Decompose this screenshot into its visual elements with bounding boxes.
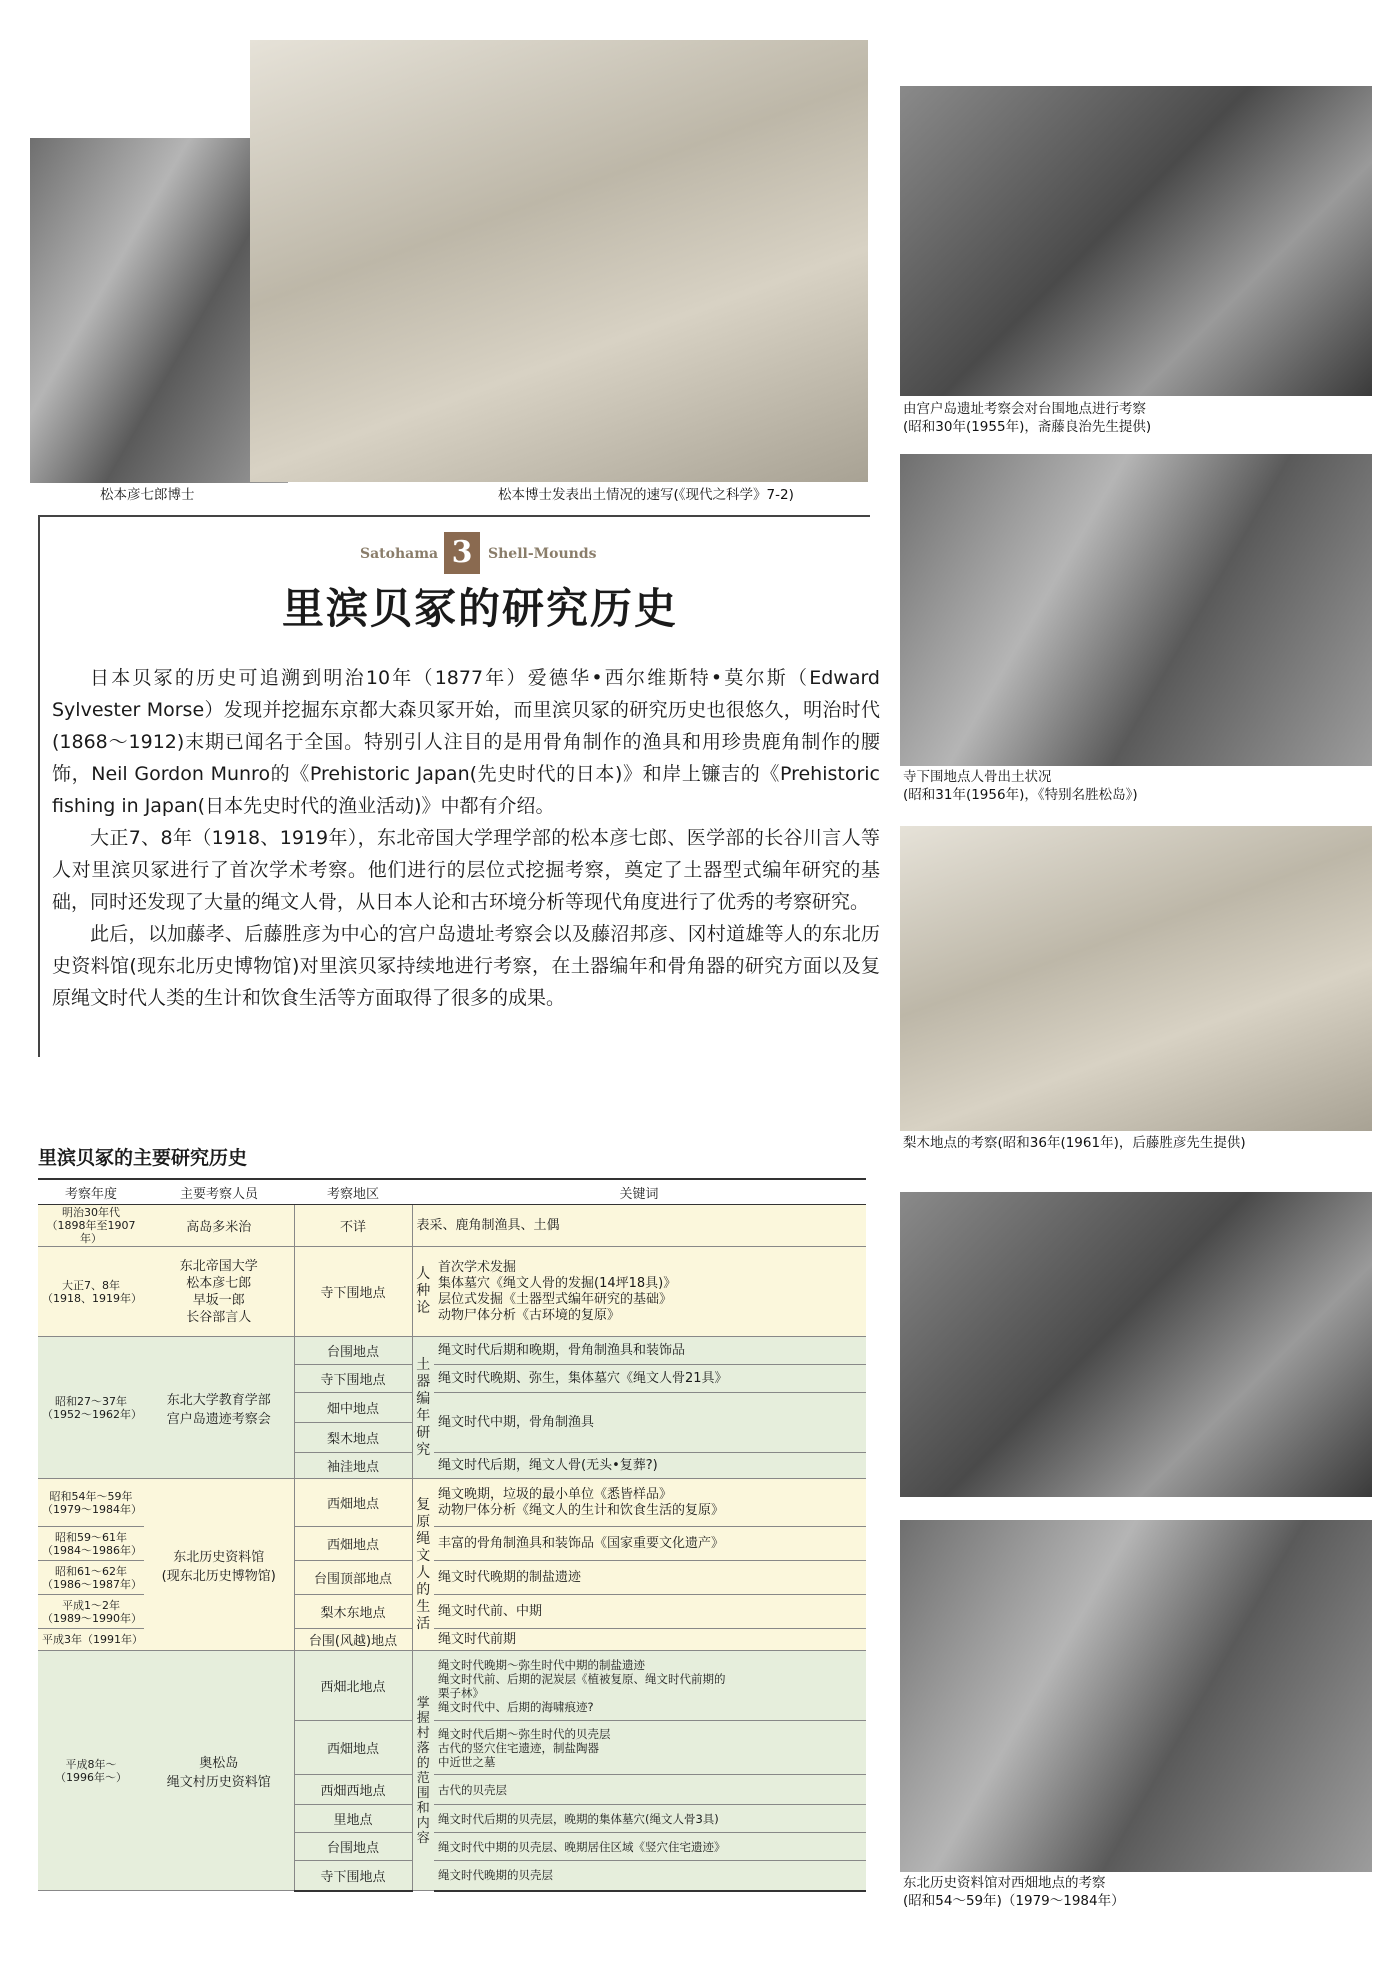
table-row bbox=[38, 1205, 866, 1247]
body-text bbox=[52, 662, 880, 1014]
paragraph: 日本贝冢的历史可追溯到明治10年（1877年）爱德华•西尔维斯特•莫尔斯（Edward Sylvester Morse）发现并挖掘东京都大森贝冢开始，而里滨贝冢的研究历史也很悠久，明治时代(1868～1912)末期已闻名于全国。特别引人注目的是用骨角制作的渔具和用珍贵鹿角制作的腰饰，Neil Gordon Munro的《Prehistoric Japan(先史时代的日本)》和岸上镰吉的《Prehistoric fishing in Japan(日本先史时代的渔业活动)》中都有介绍。 bbox=[52, 667, 880, 817]
paragraph: 此后，以加藤孝、后藤胜彦为中心的宫户岛遗址考察会以及藤沼邦彦、冈村道雄等人的东北历史资料馆(现东北历史博物馆)对里滨贝冢持续地进行考察，在土器编年和骨角器的研究方面以及复原绳文时代人类的生计和饮食生活等方面取得了很多的成果。 bbox=[52, 923, 880, 1009]
keyword-cell: 绳文时代后期和晚期，骨角制渔具和装饰品 bbox=[434, 1337, 866, 1365]
year-cell: 平成8年～ （1996年～） bbox=[38, 1651, 144, 1891]
keyword-cell: 绳文时代晚期的制盐遗迹 bbox=[434, 1561, 866, 1595]
site-cell: 西畑地点 bbox=[294, 1721, 412, 1775]
keyword-cell: 绳文时代后期～弥生时代的贝壳层 古代的竖穴住宅遗迹，制盐陶器 中近世之墓 bbox=[434, 1721, 866, 1775]
people-cell: 东北历史资料馆 (现东北历史博物馆) bbox=[144, 1479, 294, 1651]
site-cell: 不详 bbox=[294, 1205, 412, 1247]
header-site: 考察地区 bbox=[294, 1179, 412, 1205]
year-cell: 昭和61～62年 （1986～1987年） bbox=[38, 1561, 144, 1595]
year-cell: 平成1～2年 （1989～1990年） bbox=[38, 1595, 144, 1629]
year-cell: 大正7、8年 （1918、1919年） bbox=[38, 1247, 144, 1337]
keyword-cell: 绳文时代后期，绳文人骨(无头•复葬?) bbox=[434, 1453, 866, 1479]
site-cell: 畑中地点 bbox=[294, 1393, 412, 1423]
keyword-cell: 绳文时代前期 bbox=[434, 1629, 866, 1651]
people-cell: 奥松岛 绳文村历史资料馆 bbox=[144, 1651, 294, 1891]
keyword-cell: 绳文时代晚期、弥生，集体墓穴《绳文人骨21具》 bbox=[434, 1365, 866, 1393]
keyword-cell: 首次学术发掘 集体墓穴《绳文人骨的发掘(14坪18具)》 层位式发掘《土器型式编年研究的基础》 动物尸体分析《古环境的复原》 bbox=[434, 1247, 866, 1337]
theme-cell: 掌 握 村 落 的 范 围 和 内 容 bbox=[412, 1651, 434, 1891]
site-cell: 西畑北地点 bbox=[294, 1651, 412, 1721]
photo5-caption: 东北历史资料馆对西畑地点的考察 (昭和54～59年)（1979～1984年） bbox=[903, 1875, 1125, 1909]
header-keywords: 关键词 bbox=[412, 1179, 866, 1205]
section-right-label: Shell-Mounds bbox=[488, 546, 597, 562]
year-cell: 平成3年（1991年） bbox=[38, 1629, 144, 1651]
keyword-cell: 绳文晚期，垃圾的最小单位《悉皆样品》 动物尸体分析《绳文人的生计和饮食生活的复原》 bbox=[434, 1479, 866, 1527]
site-cell: 里地点 bbox=[294, 1805, 412, 1833]
site-cell: 西畑地点 bbox=[294, 1479, 412, 1527]
keyword-cell: 丰富的骨角制渔具和装饰品《国家重要文化遗产》 bbox=[434, 1527, 866, 1561]
site-cell: 袖洼地点 bbox=[294, 1453, 412, 1479]
people-cell: 东北帝国大学 松本彦七郎 早坂一郎 长谷部言人 bbox=[144, 1247, 294, 1337]
photo3-caption: 梨木地点的考察(昭和36年(1961年)，后藤胜彦先生提供) bbox=[903, 1135, 1246, 1151]
theme-cell: 土 器 编 年 研 究 bbox=[412, 1337, 434, 1479]
table-row bbox=[38, 1337, 866, 1365]
site-cell: 寺下围地点 bbox=[294, 1247, 412, 1337]
section-number-badge: 3 bbox=[444, 532, 480, 574]
table-title: 里滨贝冢的主要研究历史 bbox=[38, 1147, 248, 1169]
site-cell: 台围(风越)地点 bbox=[294, 1629, 412, 1651]
year-cell: 昭和59～61年 （1984～1986年） bbox=[38, 1527, 144, 1561]
site-cell: 梨木地点 bbox=[294, 1423, 412, 1453]
site-cell: 台围地点 bbox=[294, 1337, 412, 1365]
keyword-cell: 绳文时代晚期～弥生时代中期的制盐遗迹 绳文时代前、后期的泥炭层《植被复原、绳文时代前期的 栗子林》 绳文时代中、后期的海啸痕迹? bbox=[434, 1651, 866, 1721]
site-cell: 寺下围地点 bbox=[294, 1861, 412, 1891]
table-row bbox=[38, 1247, 866, 1337]
research-history-table bbox=[38, 1178, 866, 1892]
site-cell: 台围顶部地点 bbox=[294, 1561, 412, 1595]
excavation-sketch-image bbox=[250, 40, 868, 482]
keyword-cell: 古代的贝壳层 bbox=[434, 1775, 866, 1805]
photo-nishibata-excavation bbox=[900, 1520, 1372, 1872]
table-row bbox=[38, 1479, 866, 1527]
theme-cell: 人 种 论 bbox=[412, 1247, 434, 1337]
page-title: 里滨贝冢的研究历史 bbox=[281, 584, 678, 633]
photo-trench-site bbox=[900, 1192, 1372, 1497]
keyword-cell: 绳文时代晚期的贝壳层 bbox=[434, 1861, 866, 1891]
section-left-label: Satohama bbox=[360, 546, 439, 562]
photo-nashinoki-excavation bbox=[900, 826, 1372, 1131]
keyword-cell: 表采、鹿角制渔具、土偶 bbox=[412, 1205, 866, 1247]
photo-taigakoi-excavation bbox=[900, 86, 1372, 396]
site-cell: 梨木东地点 bbox=[294, 1595, 412, 1629]
sketch-caption: 松本博士发表出土情况的速写(《现代之科学》7-2) bbox=[498, 487, 794, 503]
keyword-cell: 绳文时代前、中期 bbox=[434, 1595, 866, 1629]
year-cell: 昭和54年～59年 （1979～1984年） bbox=[38, 1479, 144, 1527]
keyword-cell: 绳文时代中期的贝壳层、晚期居住区域《竖穴住宅遗迹》 bbox=[434, 1833, 866, 1861]
year-cell: 昭和27～37年 （1952～1962年） bbox=[38, 1337, 144, 1479]
people-cell: 东北大学教育学部 宫户岛遗迹考察会 bbox=[144, 1337, 294, 1479]
site-cell: 寺下围地点 bbox=[294, 1365, 412, 1393]
photo2-caption: 寺下围地点人骨出土状况 (昭和31年(1956年)，《特别名胜松岛》) bbox=[903, 769, 1138, 803]
keyword-cell: 绳文时代后期的贝壳层，晚期的集体墓穴(绳文人骨3具) bbox=[434, 1805, 866, 1833]
paragraph: 大正7、8年（1918、1919年），东北帝国大学理学部的松本彦七郎、医学部的长谷川言人等人对里滨贝冢进行了首次学术考察。他们进行的层位式挖掘考察，奠定了土器型式编年研究的基础，同时还发现了大量的绳文人骨，从日本人论和古环境分析等现代角度进行了优秀的考察研究。 bbox=[52, 827, 880, 913]
photo-human-bone bbox=[900, 454, 1372, 766]
people-cell: 高岛多米治 bbox=[144, 1205, 294, 1247]
site-cell: 西畑西地点 bbox=[294, 1775, 412, 1805]
year-cell: 明治30年代 （1898年至1907年） bbox=[38, 1205, 144, 1247]
theme-cell: 复 原 绳 文 人 的 生 活 bbox=[412, 1479, 434, 1651]
site-cell: 西畑地点 bbox=[294, 1527, 412, 1561]
photo1-caption: 由宫户岛遗址考察会对台围地点进行考察 (昭和30年(1955年)，斋藤良治先生提供) bbox=[903, 401, 1152, 435]
header-people: 主要考察人员 bbox=[144, 1179, 294, 1205]
site-cell: 台围地点 bbox=[294, 1833, 412, 1861]
header-year: 考察年度 bbox=[38, 1179, 144, 1205]
table-row bbox=[38, 1651, 866, 1721]
keyword-cell: 绳文时代中期，骨角制渔具 bbox=[434, 1393, 866, 1453]
portrait-caption: 松本彦七郎博士 bbox=[100, 487, 195, 503]
table-header-row bbox=[38, 1179, 866, 1205]
